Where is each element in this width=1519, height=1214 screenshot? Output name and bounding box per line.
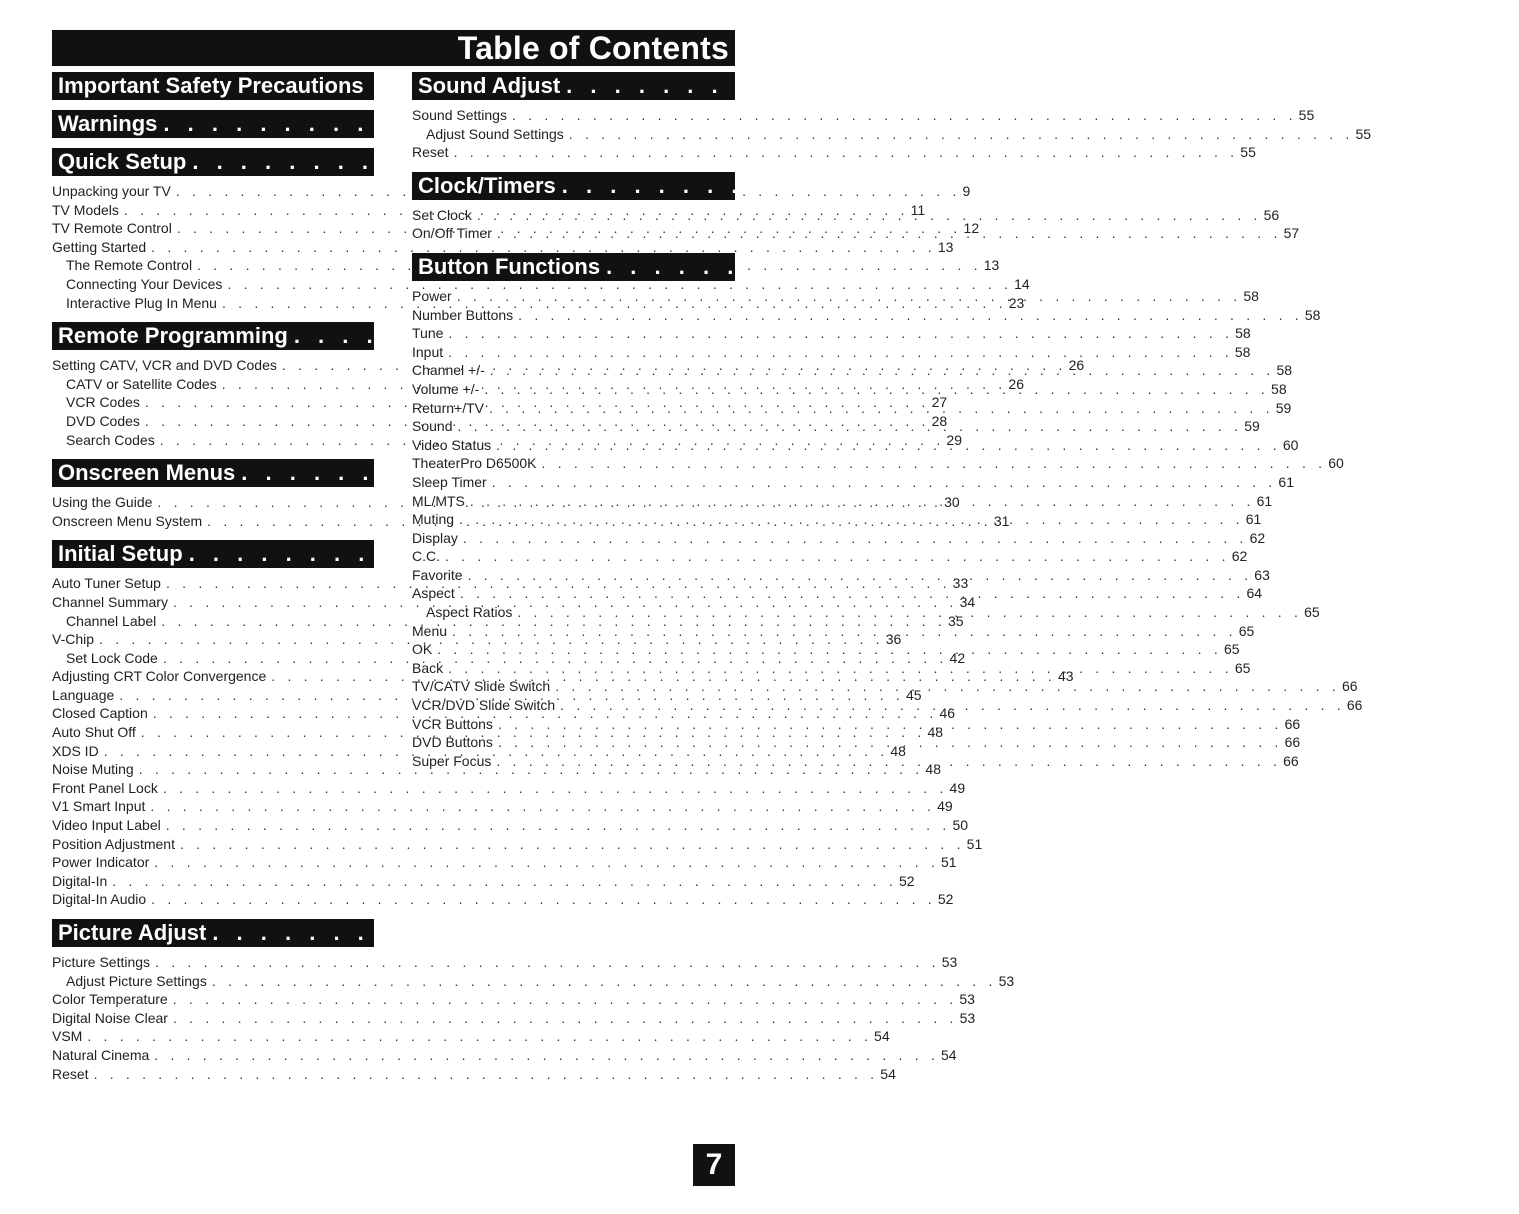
dot-leader bbox=[443, 324, 1233, 343]
entry-label: Connecting Your Devices bbox=[66, 275, 223, 292]
dot-leader bbox=[145, 797, 935, 816]
entry-label: Auto Tuner Setup bbox=[52, 575, 161, 592]
entry-label: On/Off Timer bbox=[412, 225, 492, 242]
dot-leader bbox=[491, 752, 1281, 771]
entry-page-number: 13 bbox=[937, 238, 954, 255]
dot-leader bbox=[491, 436, 1281, 455]
dot-leader bbox=[513, 306, 1303, 325]
entry-label: Language bbox=[52, 686, 115, 703]
entry-page-number: 48 bbox=[925, 761, 941, 778]
section-page-number: 30 bbox=[1129, 460, 1154, 486]
entry-page-number: 66 bbox=[1284, 715, 1301, 732]
toc-entry[interactable] bbox=[52, 890, 954, 909]
entry-label: Volume +/- bbox=[412, 380, 480, 397]
entry-label: Set Lock Code bbox=[66, 649, 158, 666]
section-heading-label: Onscreen Menus bbox=[58, 460, 236, 486]
entry-label: DVD Buttons bbox=[412, 734, 493, 751]
entry-page-number: 66 bbox=[1283, 752, 1299, 769]
dot-leader bbox=[443, 659, 1233, 678]
section-heading-label: Clock/Timers bbox=[418, 172, 556, 198]
entry-label: Position Adjustment bbox=[52, 835, 175, 852]
entry-page-number: 53 bbox=[959, 991, 975, 1008]
toc-entry[interactable] bbox=[52, 953, 958, 972]
entry-page-number: 55 bbox=[1355, 125, 1372, 142]
section-page-number: 56 bbox=[1449, 172, 1475, 198]
dot-leader bbox=[507, 106, 1297, 125]
entry-page-number: 59 bbox=[1275, 399, 1292, 416]
dot-leader bbox=[458, 529, 1248, 548]
section-page-number: 58 bbox=[1494, 253, 1519, 279]
dot-leader bbox=[492, 224, 1282, 243]
entry-label: Sleep Timer bbox=[412, 473, 487, 490]
entry-label: Adjust Picture Settings bbox=[66, 972, 207, 989]
section-page-number: 33 bbox=[1076, 541, 1102, 567]
entry-page-number: 34 bbox=[959, 593, 976, 610]
entry-label: VSM bbox=[52, 1028, 83, 1045]
entry-page-number: 51 bbox=[966, 835, 983, 852]
dot-leader bbox=[161, 816, 951, 835]
entry-label: V-Chip bbox=[52, 631, 95, 648]
entry-label: Input bbox=[412, 343, 444, 360]
entry-page-number: 33 bbox=[952, 575, 969, 592]
entry-label: Search Codes bbox=[66, 431, 155, 448]
dot-leader bbox=[107, 872, 897, 891]
entry-label: Channel Label bbox=[66, 612, 157, 629]
entry-page-number: 30 bbox=[944, 494, 960, 511]
entry-page-number: 51 bbox=[940, 854, 957, 871]
toc-entry[interactable] bbox=[52, 1009, 976, 1028]
dot-leader bbox=[493, 733, 1283, 752]
entry-label: V1 Smart Input bbox=[52, 798, 146, 815]
toc-entry[interactable] bbox=[52, 835, 983, 854]
toc-entry[interactable] bbox=[52, 872, 915, 891]
entry-label: ML/MTS bbox=[412, 492, 465, 509]
entry-label: Set Clock bbox=[412, 206, 472, 223]
entry-page-number: 65 bbox=[1234, 659, 1251, 676]
dot-leader bbox=[207, 972, 997, 991]
toc-entry[interactable] bbox=[52, 853, 957, 872]
entry-label: Picture Settings bbox=[52, 954, 151, 970]
entry-page-number: 42 bbox=[949, 649, 966, 666]
dot-leader bbox=[472, 206, 1262, 225]
entry-label: Menu bbox=[412, 622, 448, 639]
entry-label: OK bbox=[412, 641, 433, 658]
toc-entry[interactable] bbox=[52, 1065, 896, 1084]
toc-entry[interactable] bbox=[412, 143, 1256, 162]
entry-page-number: 53 bbox=[941, 954, 958, 970]
entry-page-number: 55 bbox=[1298, 107, 1315, 123]
dot-leader bbox=[560, 73, 1450, 99]
dot-leader bbox=[463, 566, 1253, 585]
entry-page-number: 58 bbox=[1304, 306, 1321, 323]
entry-page-number: 29 bbox=[946, 431, 962, 448]
entry-page-number: 36 bbox=[885, 631, 902, 648]
entry-page-number: 49 bbox=[949, 779, 966, 796]
entry-page-number: 11 bbox=[910, 201, 926, 218]
entry-label: Display bbox=[412, 529, 458, 546]
entry-page-number: 59 bbox=[1244, 418, 1260, 435]
dot-leader bbox=[149, 853, 939, 872]
entry-label: Sound bbox=[412, 418, 453, 435]
entry-page-number: 65 bbox=[1223, 641, 1240, 658]
entry-page-number: 61 bbox=[1256, 492, 1273, 509]
entry-page-number: 58 bbox=[1276, 362, 1293, 379]
entry-label: TV Models bbox=[52, 201, 119, 218]
dot-leader bbox=[455, 584, 1245, 603]
entry-page-number: 61 bbox=[1245, 511, 1262, 528]
entry-page-number: 65 bbox=[1304, 604, 1320, 621]
dot-leader bbox=[479, 380, 1269, 399]
dot-leader bbox=[150, 953, 940, 972]
entry-label: Super Focus bbox=[412, 752, 492, 769]
entry-label: Digital-In bbox=[52, 872, 108, 889]
dot-leader bbox=[493, 715, 1283, 734]
entry-page-number: 66 bbox=[1341, 678, 1358, 695]
entry-label: Auto Shut Off bbox=[52, 724, 136, 741]
entry-label: XDS ID bbox=[52, 742, 99, 759]
entry-page-number: 63 bbox=[1254, 566, 1270, 583]
dot-leader bbox=[550, 677, 1340, 696]
entry-page-number: 56 bbox=[1263, 206, 1280, 223]
entry-label: Setting CATV, VCR and DVD Codes bbox=[52, 357, 277, 374]
toc-entry[interactable] bbox=[412, 306, 1321, 325]
entry-page-number: 54 bbox=[880, 1065, 896, 1082]
entry-label: Getting Started bbox=[52, 238, 147, 255]
entry-label: VCR/DVD Slide Switch bbox=[412, 697, 556, 714]
entry-label: Video Input Label bbox=[52, 817, 161, 834]
page-number: 7 bbox=[693, 1144, 735, 1186]
dot-leader bbox=[440, 547, 1230, 566]
entry-label: Digital-In Audio bbox=[52, 891, 147, 908]
entry-page-number: 26 bbox=[1008, 375, 1024, 392]
entry-page-number: 53 bbox=[959, 1009, 976, 1026]
entry-label: Power Indicator bbox=[52, 854, 150, 871]
dot-leader bbox=[555, 696, 1345, 715]
entry-label: Reset bbox=[412, 144, 449, 161]
entry-label: Interactive Plug In Menu bbox=[66, 294, 217, 311]
toc-entry[interactable] bbox=[52, 990, 975, 1009]
dot-leader bbox=[206, 920, 1096, 946]
entry-label: CATV or Satellite Codes bbox=[66, 375, 217, 392]
entry-page-number: 58 bbox=[1243, 287, 1259, 304]
dot-leader bbox=[82, 1027, 872, 1046]
entry-page-number: 53 bbox=[998, 972, 1015, 989]
entry-page-number: 52 bbox=[937, 891, 954, 908]
entry-page-number: 50 bbox=[952, 817, 969, 834]
entry-label: Noise Muting bbox=[52, 761, 134, 778]
entry-label: C.C. bbox=[412, 548, 440, 565]
dot-leader bbox=[485, 361, 1275, 380]
toc-entry[interactable] bbox=[52, 779, 966, 798]
section-heading-label: Quick Setup bbox=[58, 149, 187, 174]
section-page-number: 53 bbox=[1100, 920, 1126, 945]
toc-entry[interactable] bbox=[52, 238, 954, 257]
dot-leader bbox=[168, 1009, 958, 1028]
dot-leader bbox=[89, 1065, 879, 1084]
entry-label: Video Status bbox=[412, 436, 492, 453]
entry-page-number: 58 bbox=[1234, 343, 1251, 360]
entry-label: VCR Buttons bbox=[412, 715, 493, 732]
entry-page-number: 52 bbox=[898, 872, 915, 889]
dot-leader bbox=[449, 143, 1239, 162]
dot-leader bbox=[149, 1046, 939, 1065]
entry-label: Aspect Ratios bbox=[426, 604, 513, 621]
dot-leader bbox=[465, 492, 1255, 511]
entry-label: Digital Noise Clear bbox=[52, 1009, 168, 1026]
entry-page-number: 66 bbox=[1346, 697, 1363, 714]
toc-entry[interactable] bbox=[52, 816, 969, 835]
entry-page-number: 9 bbox=[962, 183, 971, 199]
entry-label: Natural Cinema bbox=[52, 1046, 150, 1063]
entry-page-number: 31 bbox=[993, 512, 1010, 529]
entry-page-number: 55 bbox=[1240, 144, 1256, 161]
dot-leader bbox=[454, 510, 1244, 529]
dot-leader bbox=[175, 835, 965, 854]
entry-label: Muting bbox=[412, 511, 455, 528]
dot-leader bbox=[447, 622, 1237, 641]
section-page-number: 6 bbox=[1051, 111, 1064, 136]
entry-page-number: 12 bbox=[963, 220, 980, 237]
entry-page-number: 35 bbox=[948, 612, 964, 629]
section-page-number: 26 bbox=[1182, 323, 1207, 349]
section-heading-label: Warnings bbox=[58, 111, 158, 136]
entry-label: Sound Settings bbox=[412, 107, 507, 123]
entry-page-number: 13 bbox=[983, 257, 1000, 274]
entry-page-number: 54 bbox=[940, 1046, 957, 1063]
entry-page-number: 65 bbox=[1238, 622, 1255, 639]
entry-page-number: 62 bbox=[1249, 529, 1266, 546]
section-heading-label: Sound Adjust bbox=[418, 73, 561, 98]
toc-section-sound-adjust bbox=[412, 72, 1479, 162]
entry-page-number: 27 bbox=[931, 394, 948, 411]
entry-label: Tune bbox=[412, 325, 444, 342]
entry-label: TheaterPro D6500K bbox=[412, 455, 537, 472]
entry-label: Color Temperature bbox=[52, 991, 168, 1008]
dot-leader bbox=[443, 343, 1233, 362]
dot-leader bbox=[487, 473, 1277, 492]
entry-label: Reset bbox=[52, 1065, 89, 1082]
toc-entry[interactable] bbox=[412, 125, 1372, 144]
entry-page-number: 26 bbox=[1068, 357, 1085, 374]
entry-label: Unpacking your TV bbox=[52, 183, 171, 199]
entry-page-number: 58 bbox=[1235, 325, 1251, 342]
entry-page-number: 48 bbox=[927, 724, 944, 741]
entry-label: Using the Guide bbox=[52, 494, 153, 511]
section-heading[interactable] bbox=[52, 919, 1126, 947]
entry-page-number: 61 bbox=[1278, 473, 1294, 490]
entry-page-number: 60 bbox=[1282, 436, 1299, 453]
entry-page-number: 14 bbox=[1014, 275, 1030, 292]
dot-leader bbox=[158, 779, 948, 798]
entry-label: DVD Codes bbox=[66, 412, 140, 429]
toc-entry[interactable] bbox=[52, 797, 953, 816]
dot-leader bbox=[452, 287, 1242, 306]
section-heading[interactable] bbox=[412, 72, 1479, 100]
entry-label: VCR Codes bbox=[66, 394, 140, 411]
toc-entry[interactable] bbox=[52, 1027, 890, 1046]
toc-section-picture-adjust bbox=[52, 919, 1126, 1083]
dot-leader bbox=[484, 399, 1274, 418]
section-page-number: 55 bbox=[1454, 73, 1479, 98]
entry-page-number: 28 bbox=[931, 412, 948, 429]
dot-leader bbox=[537, 454, 1327, 473]
entry-page-number: 64 bbox=[1246, 585, 1263, 602]
dot-leader bbox=[452, 417, 1242, 436]
dot-leader bbox=[432, 640, 1222, 659]
toc-entry[interactable] bbox=[412, 343, 1251, 362]
entry-page-number: 62 bbox=[1231, 548, 1248, 565]
dot-leader bbox=[600, 254, 1490, 280]
section-page-number: 9 bbox=[1080, 149, 1093, 174]
entry-label: Return+/TV bbox=[412, 399, 484, 416]
entry-label: Channel Summary bbox=[52, 593, 168, 610]
entry-label: Front Panel Lock bbox=[52, 779, 158, 796]
entry-label: TV Remote Control bbox=[52, 220, 172, 237]
section-heading-label: Button Functions bbox=[418, 253, 601, 279]
entry-label: Adjust Sound Settings bbox=[426, 125, 564, 142]
entry-page-number: 57 bbox=[1283, 225, 1300, 242]
entry-page-number: 49 bbox=[937, 798, 953, 815]
dot-leader bbox=[146, 890, 936, 909]
entry-label: Aspect bbox=[412, 585, 455, 602]
entry-label: The Remote Control bbox=[66, 257, 193, 274]
section-heading-label: Important Safety Precautions bbox=[58, 73, 364, 98]
entry-label: Closed Caption bbox=[52, 705, 148, 722]
section-heading-label: Remote Programming bbox=[58, 323, 288, 349]
entry-list bbox=[52, 953, 1015, 1083]
entry-label: Power bbox=[412, 287, 452, 304]
entry-page-number: 48 bbox=[890, 742, 906, 759]
dot-leader bbox=[512, 603, 1302, 622]
entry-page-number: 58 bbox=[1271, 380, 1287, 397]
section-heading-label: Picture Adjust bbox=[58, 920, 207, 945]
dot-leader bbox=[564, 125, 1354, 144]
toc-entry[interactable] bbox=[52, 275, 1030, 294]
entry-label: Number Buttons bbox=[412, 306, 514, 323]
toc-entry[interactable] bbox=[52, 1046, 957, 1065]
section-page-number: 2 bbox=[1263, 73, 1277, 98]
entry-label: TV/CATV Slide Switch bbox=[412, 678, 551, 695]
dot-leader bbox=[556, 173, 1446, 199]
section-heading[interactable] bbox=[412, 172, 1475, 200]
entry-page-number: 66 bbox=[1284, 734, 1301, 751]
entry-page-number: 54 bbox=[874, 1028, 890, 1045]
entry-list bbox=[412, 106, 1372, 162]
entry-page-number: 23 bbox=[1008, 294, 1025, 311]
entry-page-number: 45 bbox=[906, 686, 922, 703]
entry-page-number: 46 bbox=[939, 705, 956, 722]
page-title: Table of Contents bbox=[52, 30, 735, 66]
entry-label: Favorite bbox=[412, 566, 463, 583]
entry-page-number: 43 bbox=[1057, 668, 1074, 685]
toc-entry[interactable] bbox=[412, 106, 1315, 125]
toc-entry[interactable] bbox=[52, 972, 1015, 991]
entry-page-number: 60 bbox=[1328, 455, 1344, 472]
entry-label: Back bbox=[412, 659, 444, 676]
entry-label: Onscreen Menu System bbox=[52, 512, 203, 529]
dot-leader bbox=[168, 990, 958, 1009]
toc-entry[interactable] bbox=[412, 529, 1266, 548]
entry-label: Adjusting CRT Color Convergence bbox=[52, 668, 267, 685]
section-heading-label: Initial Setup bbox=[58, 541, 183, 567]
entry-label: Channel +/- bbox=[412, 362, 485, 379]
